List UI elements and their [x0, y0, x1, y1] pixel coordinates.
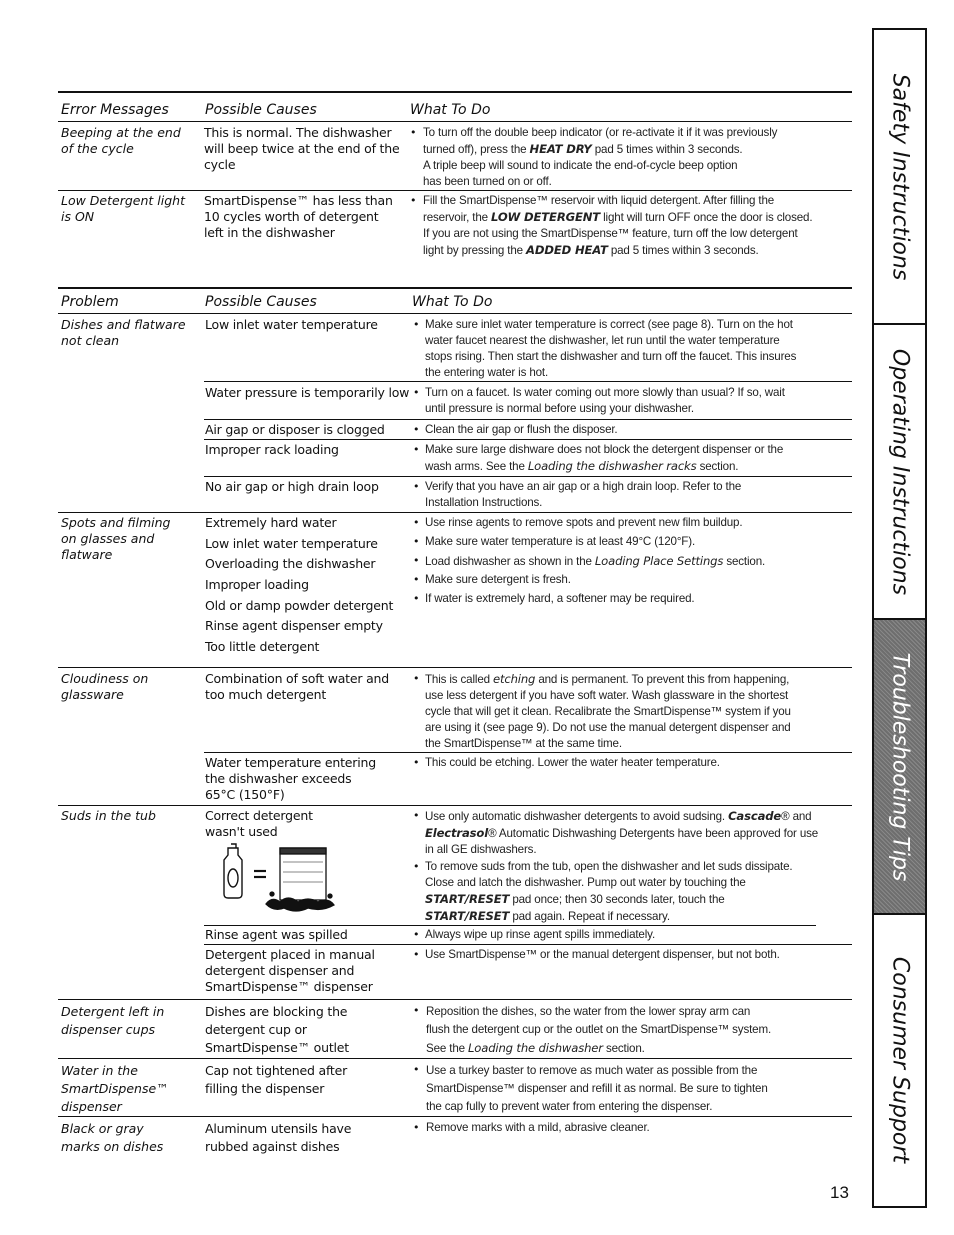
error-row-problem: Low Detergent light is ON — [61, 193, 185, 224]
problem-cause: Improper loading — [205, 577, 309, 592]
sub-rule — [204, 439, 852, 440]
bullet: • — [413, 928, 420, 941]
problem-todo: This could be etching. Lower the water heater temperature. — [425, 756, 720, 769]
error-header-rule — [58, 121, 852, 122]
bullet: • — [410, 126, 417, 139]
bullet: • — [413, 1121, 420, 1134]
error-header-col3: What To Do — [410, 102, 491, 118]
equals-icon — [254, 871, 266, 877]
bullet: • — [410, 194, 417, 207]
bullet: • — [413, 386, 420, 399]
problem-todo: If water is extremely hard, a softener may be required. — [425, 592, 695, 605]
sub-rule — [204, 476, 852, 477]
error-header-col2: Possible Causes — [205, 102, 317, 118]
bullet: • — [413, 480, 420, 493]
problem-todo: Use a turkey baster to remove as much water as possible from the SmartDispense™ dispenser and refill it as normal. Be sure to tighten the cap fully to prevent water from entering the dispenser. — [426, 1064, 768, 1113]
problem-todo: Verify that you have an air gap or a high drain loop. Refer to the Installation Instructions. — [425, 480, 742, 509]
problem-todo: Use SmartDispense™ or the manual detergent dispenser, but not both. — [425, 948, 780, 961]
row-rule — [58, 1058, 852, 1059]
side-tab-label: Safety Instructions — [887, 73, 912, 280]
side-tab-consumer-support[interactable] — [872, 915, 927, 1205]
problem-header-col2: Possible Causes — [205, 294, 317, 310]
error-row-todo: To turn off the double beep indicator (or re-activate it if it was previously turned off), press the HEAT DRY pad 5 times within 3 seconds. A triple beep will sound to indicate the end-of-cycle beep option has been turned on or off. — [423, 126, 778, 188]
problem-todo: This is called etching and is permanent. To prevent this from happening, use less detergent if you have soft water. Wash glassware in the shortest cycle that will get it clean. Recalibrate the SmartDispense™ system if you are using it (see page 9). Do not use the manual detergent dispenser and the SmartDispense™ at the same time. — [425, 672, 791, 750]
error-table-top-rule — [58, 91, 852, 93]
problem-name: Suds in the tub — [61, 808, 156, 823]
problem-cause: Extremely hard water — [205, 515, 337, 530]
bullet: • — [413, 756, 420, 769]
problem-name: Cloudiness on glassware — [61, 671, 149, 702]
row-rule — [58, 512, 852, 513]
problem-name: Black or gray marks on dishes — [61, 1121, 164, 1154]
problem-cause: Improper rack loading — [205, 442, 339, 457]
bullet: • — [413, 948, 420, 961]
sub-rule — [204, 381, 852, 382]
problem-todo: Use only automatic dishwasher detergents to avoid sudsing. Cascade® and Electrasol® Automatic Dishwashing Detergents have been approved for use in all GE dishwashers. — [425, 809, 819, 856]
sub-rule — [204, 925, 816, 926]
sub-rule — [204, 944, 852, 945]
row-rule — [58, 805, 852, 806]
bullet: • — [413, 592, 420, 605]
detergent-bottle-icon — [224, 844, 242, 898]
row-rule — [58, 1116, 852, 1117]
error-row-cause: SmartDispense™ has less than 10 cycles worth of detergent left in the dishwasher — [204, 193, 393, 240]
problem-cause: Overloading the dishwasher — [205, 556, 376, 571]
sub-rule — [204, 419, 852, 420]
detergent-illustration — [222, 842, 338, 918]
problem-name: Dishes and flatware not clean — [61, 317, 186, 348]
bullet: • — [413, 573, 420, 586]
error-header-col1: Error Messages — [61, 102, 169, 118]
problem-cause: Correct detergent wasn't used — [205, 808, 313, 839]
problem-todo: Make sure large dishware does not block the detergent dispenser or the wash arms. See the Loading the dishwasher racks section. — [425, 443, 784, 473]
bullet: • — [413, 554, 420, 567]
bullet: • — [413, 423, 420, 436]
problem-name: Spots and filming on glasses and flatware — [61, 515, 171, 562]
row-rule — [58, 190, 852, 191]
bullet: • — [413, 672, 420, 685]
problem-cause: Low inlet water temperature — [205, 536, 378, 551]
page-number: 13 — [830, 1183, 849, 1202]
problem-cause: Dishes are blocking the detergent cup or SmartDispense™ outlet — [205, 1004, 349, 1055]
problem-cause: Water temperature entering the dishwasher exceeds 65°C (150°F) — [205, 755, 376, 802]
problem-todo: Make sure water temperature is at least 49°C (120°F). — [425, 535, 696, 548]
problem-cause: Detergent placed in manual detergent dispenser and SmartDispense™ dispenser — [205, 947, 375, 994]
problem-cause: Rinse agent dispenser empty — [205, 618, 383, 633]
problem-cause: Cap not tightened after filling the dispenser — [205, 1063, 348, 1096]
problem-cause: Low inlet water temperature — [205, 317, 378, 332]
problem-header-col3: What To Do — [412, 294, 493, 310]
side-tab-label: Troubleshooting Tips — [887, 652, 912, 881]
suds-dishwasher-icon — [266, 848, 334, 911]
problem-cause: Too little detergent — [205, 639, 320, 654]
problem-todo: Always wipe up rinse agent spills immediately. — [425, 928, 656, 941]
row-rule — [58, 667, 852, 668]
problem-header-rule — [58, 313, 852, 314]
problem-todo: Load dishwasher as shown in the Loading Place Settings section. — [425, 554, 766, 568]
problem-name: Water in the SmartDispense™ dispenser — [61, 1063, 169, 1114]
bullet: • — [413, 1004, 420, 1017]
bullet: • — [413, 809, 420, 822]
problem-table-top-rule — [58, 287, 852, 289]
row-rule — [58, 999, 852, 1000]
problem-todo: Use rinse agents to remove spots and prevent new film buildup. — [425, 516, 743, 529]
bullet: • — [413, 535, 420, 548]
problem-name: Detergent left in dispenser cups — [61, 1004, 165, 1037]
problem-cause: Air gap or disposer is clogged — [205, 422, 385, 437]
problem-cause: Aluminum utensils have rubbed against dishes — [205, 1121, 352, 1154]
problem-todo: To remove suds from the tub, open the dishwasher and let suds dissipate. Close and latch the dishwasher. Pump out water by touching the START/RESET pad once; then 30 seconds later, touch the START/RESET pad again. Repeat if necessary. — [425, 860, 793, 923]
problem-todo: Clean the air gap or flush the disposer. — [425, 423, 618, 436]
side-tab-label: Consumer Support — [887, 956, 912, 1164]
bullet: • — [413, 860, 420, 873]
problem-header-col1: Problem — [61, 294, 119, 310]
error-row-problem: Beeping at the end of the cycle — [61, 125, 181, 156]
problem-cause: Water pressure is temporarily low — [205, 385, 410, 400]
bullet: • — [413, 443, 420, 456]
error-row-cause: This is normal. The dishwasher will beep twice at the end of the cycle — [204, 125, 400, 172]
problem-cause: Rinse agent was spilled — [205, 927, 348, 942]
problem-todo: Make sure detergent is fresh. — [425, 573, 571, 586]
sub-rule — [204, 752, 852, 753]
side-tab-troubleshooting-tips[interactable] — [872, 620, 927, 913]
bullet: • — [413, 516, 420, 529]
side-tab-label: Operating Instructions — [887, 348, 912, 595]
bullet: • — [413, 1063, 420, 1076]
bullet: • — [413, 318, 420, 331]
problem-todo: Reposition the dishes, so the water from the lower spray arm can flush the detergent cup or the outlet on the SmartDispense™ system. See the Loading the dishwasher section. — [426, 1005, 772, 1055]
problem-cause: No air gap or high drain loop — [205, 479, 379, 494]
side-tab-safety-instructions[interactable] — [872, 30, 927, 323]
problem-cause: Old or damp powder detergent — [205, 598, 394, 613]
problem-todo: Remove marks with a mild, abrasive cleaner. — [426, 1121, 650, 1134]
problem-todo: Turn on a faucet. Is water coming out more slowly than usual? If so, wait until pressure is normal before using your dishwasher. — [425, 386, 785, 415]
problem-cause: Combination of soft water and too much detergent — [205, 671, 390, 702]
error-row-todo: Fill the SmartDispense™ reservoir with liquid detergent. After filling the reservoir, the LOW DETERGENT light will turn OFF once the door is closed. If you are not using the SmartDispense™ feature, turn off the low detergent light by pressing the ADDED HEAT pad 5 times within 3 seconds. — [423, 194, 813, 257]
problem-todo: Make sure inlet water temperature is correct (see page 8). Turn on the hot water faucet nearest the dishwasher, let run until the water temperature stops rising. Then start the dishwasher and turn off the faucet. This insures the entering water is hot. — [425, 318, 797, 379]
side-tab-operating-instructions[interactable] — [872, 325, 927, 618]
